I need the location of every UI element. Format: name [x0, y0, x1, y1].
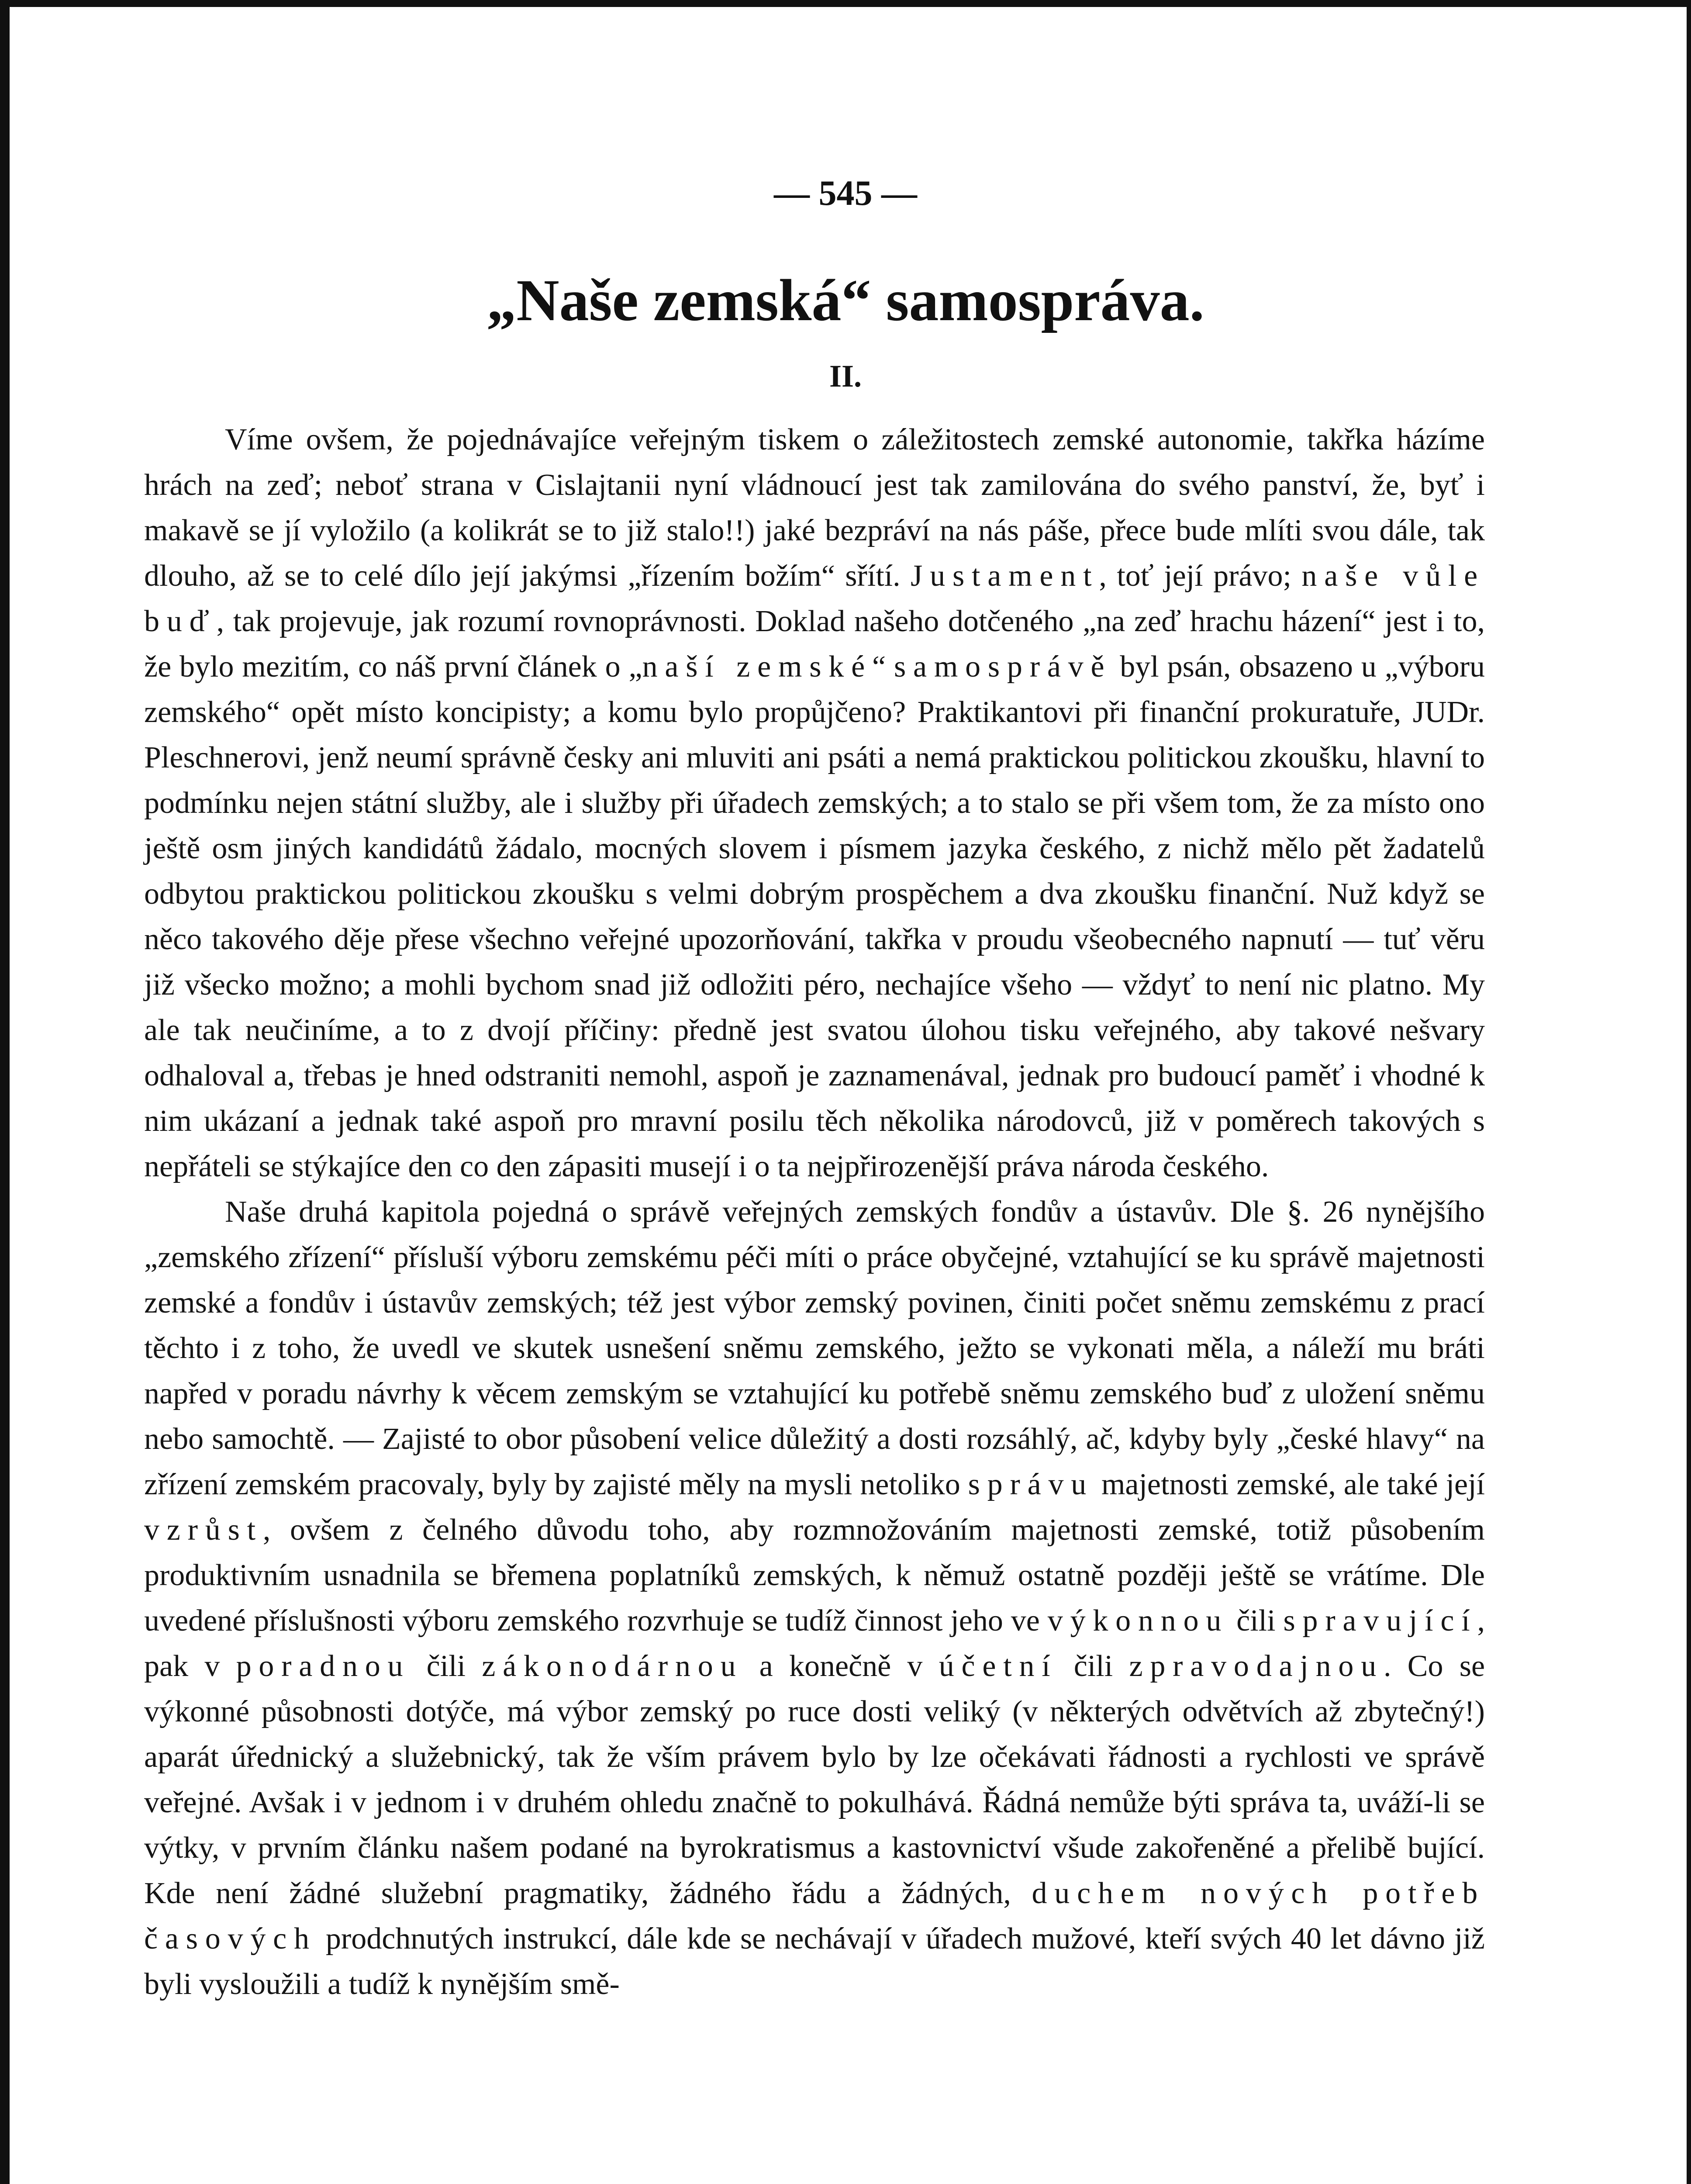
text-run: čili — [1236, 1604, 1276, 1638]
spaced-emphasis: duchem nových potřeb časových — [144, 1876, 1485, 1956]
spaced-emphasis: vzrůst — [144, 1513, 263, 1547]
text-run: Naše druhá kapitola pojedná o správě veřejných zemských fondův a ústavův. Dle §. 26 nynějšího „zemského zřízení“ přísluší výboru zemskému péči míti o práce obyčejné, vztahující se ku správě majetnosti zemské a fondův i ústavův zemských; též jest výbor zemský povinen, činiti počet sněmu zemskému z prací těchto i z toho, že uvedl ve skutek usnešení sněmu zemského, ježto se vykonati měla, a náleží mu bráti napřed v poradu návrhy k věcem zemským se vztahující ku potřebě sněmu zemského buď z uložení sněmu nebo samochtě. — Zajisté to obor působení velice důležitý a dosti rozsáhlý, ač, kdyby byly „české hlavy“ na zřízení zemském pracovaly, byly by zajisté měly na mysli netoliko — [144, 1195, 1485, 1501]
text-run: , ovšem z čelného důvodu toho, aby rozmnožováním majetnosti zemské, totiž působením produktivním usnadnila se břemena poplatníků zemských, k němuž ostatně později ještě se vrátíme. Dle uvedené příslušnosti výboru zemského rozvrhuje se tudíž činnost jeho ve — [144, 1513, 1485, 1638]
paragraph-1 — [144, 417, 1485, 1189]
spaced-emphasis: zpravodajnou — [1129, 1649, 1384, 1683]
spaced-emphasis: účetní — [939, 1649, 1058, 1683]
text-run: , tak projevuje, jak rozumí rovnoprávnosti. Doklad našeho dotčeného „na zeď hrachu házení“ jest i to, že bylo mezitím, co náš první článek o „ — [144, 605, 1485, 684]
scan-edge-top — [0, 0, 1691, 7]
text-run: “ — [872, 650, 886, 684]
text-run: čili — [1073, 1649, 1113, 1683]
text-run: . Co se výkonné působnosti dotýče, má výbor zemský po ruce dosti veliký (v některých odvětvích až zbytečný!) aparát úřednický a služebnický, tak že vším právem bylo by lze očekávati řádnosti a rychlosti ve správě veřejné. Avšak i v jednom i v druhém ohledu značně to pokulhává. Řádná nemůže býti správa ta, uváží-li se výtky, v prvním článku našem podané na byrokratismus a kastovnictví všude zakořeněné a přelibě bující. Kde není žádné služební pragmatiky, žádného řádu a žádných, — [144, 1649, 1485, 1910]
text-run: prodchnutých instrukcí, dále kde se nechávají v úřadech mužové, kteří svých 40 let dávno již byli vysloužili a tudíž k nynějším smě- — [144, 1922, 1485, 2001]
page-title: „Naše zemská“ samospráva. — [487, 268, 1204, 333]
spaced-emphasis: naše vůle buď — [144, 559, 1485, 638]
page-number: — 545 — — [774, 173, 917, 213]
spaced-emphasis: samosprávě — [894, 650, 1112, 684]
spaced-emphasis: Justament — [911, 559, 1099, 593]
text-run: Víme ovšem, že pojednávajíce veřejným tiskem o záležitostech zemské autonomie, takřka házíme hrách na zeď; neboť strana v Cislajtanii nyní vládnoucí jest tak zamilována do svého panství, že, byť i makavě se jí vyložilo (a kolikrát se to již stalo!!) jaké bezpráví na nás páše, přece bude mlíti svou dále, tak dlouho, až se to celé dílo její jakýmsi „řízením božím“ sřítí. — [144, 423, 1485, 593]
section-number: II. — [829, 359, 862, 394]
text-run: , pak v — [144, 1604, 1485, 1683]
spaced-emphasis: správu — [968, 1468, 1094, 1501]
article-body — [144, 417, 1485, 2007]
text-run: majetnosti zemské, ale také její — [1101, 1468, 1485, 1501]
text-run: a konečně v — [759, 1649, 923, 1683]
paragraph-2 — [144, 1189, 1485, 2007]
spaced-emphasis: spravující — [1283, 1604, 1477, 1638]
text-run: byl psán, obsazeno u „výboru zemského“ opět místo koncipisty; a komu bylo propůjčeno? Praktikantovi při finanční prokuratuře, JUDr. Pleschnerovi, jenž neumí správně česky ani mluviti ani psáti a nemá praktickou politickou zkoušku, hlavní to podmínku nejen státní služby, ale i služby při úřadech zemských; a to stalo se při všem tom, že za místo ono ještě osm jiných kandidátů žádalo, mocných slovem i písmem jazyka českého, z nichž mělo pět žadatelů odbytou praktickou politickou zkoušku s velmi dobrým prospěchem a dva zkoušku finanční. Nuž když se něco takového děje přese všechno veřejné upozorňování, takřka v proudu všeobecného napnutí — tuť věru již všecko možno; a mohli bychom snad již odložiti péro, nechajíce všeho — vždyť to není nic platno. My ale tak neučiníme, a to z dvojí příčiny: předně jest svatou úlohou tisku veřejného, aby takové nešvary odhaloval a, třebas je hned odstraniti nemohl, aspoň je zaznamenával, jednak pro budoucí paměť i vhodné k nim ukázaní a jednak také aspoň pro mravní posilu těch několika národovců, již v poměrech takových s nepřáteli se stýkajíce den co den zápasiti musejí i o ta nejpřirozenější práva národa českého. — [144, 650, 1485, 1183]
spaced-emphasis: zákonodárnou — [482, 1649, 743, 1683]
text-run: čili — [426, 1649, 466, 1683]
spaced-emphasis: naší zemské — [642, 650, 872, 684]
text-run: , toť její právo; — [1099, 559, 1291, 593]
spaced-emphasis: poradnou — [236, 1649, 411, 1683]
spaced-emphasis: výkonnou — [1047, 1604, 1229, 1638]
